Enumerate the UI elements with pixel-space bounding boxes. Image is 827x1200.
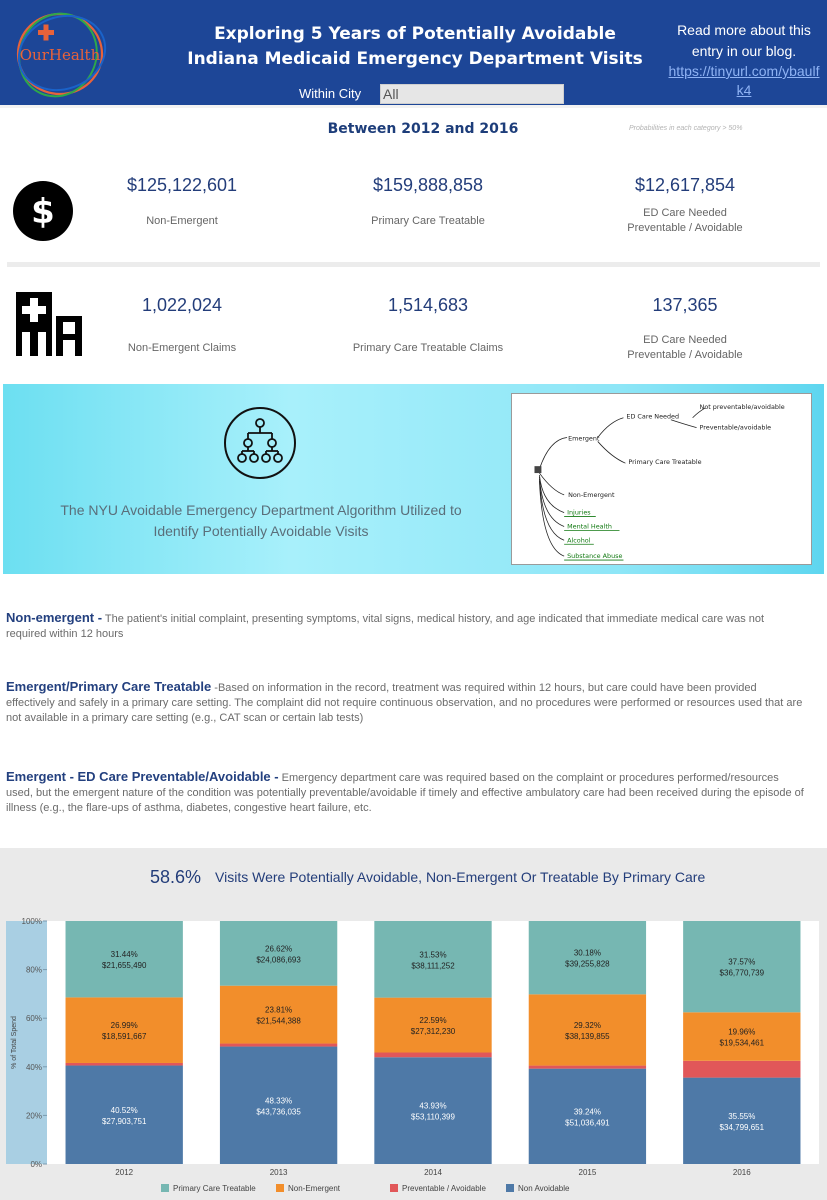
x-tick-label: 2016 xyxy=(732,1168,751,1177)
city-filter-label: Within City xyxy=(299,86,362,101)
y-tick-label: 60% xyxy=(25,1014,42,1024)
tree-injuries: Injuries xyxy=(567,508,591,517)
claims-preventable-value: 137,365 xyxy=(652,295,718,315)
data-label-percent: 29.32% xyxy=(573,1020,601,1030)
spend-preventable-label-line2: Preventable / Avoidable xyxy=(627,222,743,234)
definitions-section xyxy=(0,580,827,844)
spend-stacked-bar-chart xyxy=(0,906,827,1200)
claims-preventable-label xyxy=(575,333,795,363)
data-label-amount: $21,655,490 xyxy=(101,961,147,971)
tree-not-preventable: Not preventable/avoidable xyxy=(699,402,785,411)
data-label-amount: $19,534,461 xyxy=(719,1038,765,1048)
spend-non-emergent-label: Non-Emergent xyxy=(146,215,218,227)
definition-text: The patient's initial complaint, presenting symptoms, vital signs, medical history, and age indicated that immediate medical care was not required within 12 hours xyxy=(6,613,765,640)
data-label-percent: 30.18% xyxy=(573,948,601,958)
data-label-percent: 19.96% xyxy=(728,1027,756,1037)
nyu-algorithm-diagram xyxy=(511,393,812,565)
data-label-percent: 39.24% xyxy=(573,1107,601,1117)
spend-primary-care-value: $159,888,858 xyxy=(372,175,484,195)
y-axis-label: % of Total Spend xyxy=(11,1016,18,1069)
dollar-icon xyxy=(12,180,74,242)
bar-segment xyxy=(374,1053,491,1058)
tree-preventable: Preventable/avoidable xyxy=(699,423,772,432)
data-label-amount: $51,036,491 xyxy=(565,1118,610,1128)
blog-text: Read more about this entry in our blog. xyxy=(677,22,811,59)
summary-metrics xyxy=(3,111,824,377)
claims-non-emergent-label: Non-Emergent Claims xyxy=(127,342,237,354)
data-label-amount: $21,544,388 xyxy=(256,1016,301,1026)
claims-non-emergent-value: 1,022,024 xyxy=(141,295,223,315)
data-label-amount: $53,110,399 xyxy=(411,1112,455,1122)
title-line-2: Indiana Medicaid Emergency Department Visits xyxy=(187,49,643,69)
data-label-amount: $24,086,693 xyxy=(256,955,301,965)
legend-swatch xyxy=(276,1184,284,1192)
data-label-amount: $38,111,252 xyxy=(411,961,455,971)
data-label-amount: $27,312,230 xyxy=(410,1027,456,1037)
svg-text:$: $ xyxy=(31,192,55,232)
y-tick-label: 0% xyxy=(30,1160,42,1169)
x-tick-label: 2013 xyxy=(269,1168,288,1177)
claims-preventable-label-line1: ED Care Needed xyxy=(643,334,727,346)
blog-link[interactable]: https://tinyurl.com/ybaulfk4 xyxy=(668,63,820,98)
tree-alcohol: Alcohol xyxy=(567,536,591,545)
period-subtitle: Between 2012 and 2016 xyxy=(327,121,519,137)
tree-mental-health: Mental Health xyxy=(567,522,612,531)
legend-label: Primary Care Treatable xyxy=(173,1184,256,1193)
tree-substance-abuse: Substance Abuse xyxy=(567,552,623,561)
metrics-divider xyxy=(7,262,820,267)
dashboard-title xyxy=(170,22,660,72)
definition-term: Emergent - ED Care Preventable/Avoidable - xyxy=(6,769,279,784)
data-label-percent: 26.62% xyxy=(265,944,293,954)
y-tick-label: 20% xyxy=(25,1111,42,1121)
spend-preventable-label xyxy=(575,206,795,236)
data-label-amount: $18,591,667 xyxy=(101,1032,147,1042)
data-label-percent: 31.53% xyxy=(419,950,447,960)
definition-preventable xyxy=(6,769,806,816)
definition-term: Non-emergent - xyxy=(6,610,103,625)
y-tick-label: 80% xyxy=(25,965,42,975)
definition-text: Emergency department care was required based on the complaint or procedures performed/resources used, but the emergent nature of the condition was potentially preventable/avoidable if timely and effective ambulatory care had been received during the episode of illness (e.g., the flare-ups of asthma, diabetes, congestive heart failure, etc. xyxy=(6,772,804,814)
decision-tree-icon xyxy=(223,406,297,480)
tree-emergent: Emergent xyxy=(568,434,600,443)
y-tick-label: 100% xyxy=(21,917,42,926)
data-label-percent: 31.44% xyxy=(110,950,138,960)
bar-segment xyxy=(66,1063,183,1066)
data-label-percent: 43.93% xyxy=(419,1101,447,1111)
spend-primary-care-label: Primary Care Treatable xyxy=(371,215,485,227)
headline-percent: 58.6% xyxy=(150,867,202,887)
legend-label: Non-Emergent xyxy=(288,1184,341,1193)
tree-non-emergent: Non-Emergent xyxy=(568,490,615,499)
logo-text: OurHealth xyxy=(19,46,101,64)
bar-segment xyxy=(683,1061,800,1078)
header-bar xyxy=(0,0,827,108)
legend-label: Non Avoidable xyxy=(518,1184,570,1193)
tree-ed-care-needed: ED Care Needed xyxy=(626,412,680,421)
bar-segment xyxy=(529,1066,646,1069)
claims-primary-care-value: 1,514,683 xyxy=(387,295,469,315)
definition-text: -Based on information in the record, treatment was required within 12 hours, but care could have been provided effectively and safely in a primary care setting. The complaint did not require continuous observation, and no procedures were performed or resources used that are not available in a primary care setting (e.g., CAT scan or certain lab tests) xyxy=(6,682,803,724)
data-label-percent: 23.81% xyxy=(265,1005,293,1015)
data-label-amount: $27,903,751 xyxy=(101,1116,147,1126)
city-filter-dropdown[interactable]: All xyxy=(380,84,564,104)
bar-segment xyxy=(220,1044,337,1047)
data-label-percent: 37.57% xyxy=(728,957,756,967)
title-line-1: Exploring 5 Years of Potentially Avoidable xyxy=(214,24,616,44)
data-label-percent: 26.99% xyxy=(110,1021,138,1031)
spend-non-emergent-value: $125,122,601 xyxy=(126,175,238,195)
spend-preventable-value: $12,617,854 xyxy=(634,175,736,195)
data-label-percent: 35.55% xyxy=(728,1111,756,1121)
legend-swatch xyxy=(506,1184,514,1192)
legend-swatch xyxy=(161,1184,169,1192)
x-tick-label: 2014 xyxy=(424,1168,442,1177)
y-tick-label: 40% xyxy=(25,1062,42,1072)
definition-term: Emergent/Primary Care Treatable xyxy=(6,679,212,694)
data-label-amount: $38,139,855 xyxy=(565,1031,610,1041)
definition-primary-care xyxy=(6,679,806,726)
tree-primary-care: Primary Care Treatable xyxy=(628,458,702,467)
data-label-percent: 40.52% xyxy=(110,1105,138,1115)
probability-note: Probabilities in each category > 50% xyxy=(629,125,743,132)
definition-non-emergent xyxy=(6,610,806,642)
data-label-percent: 48.33% xyxy=(265,1096,293,1106)
claims-preventable-label-line2: Preventable / Avoidable xyxy=(627,349,743,361)
legend-label: Preventable / Avoidable xyxy=(402,1184,486,1193)
data-label-amount: $36,770,739 xyxy=(719,968,765,978)
spend-chart-section xyxy=(0,848,827,1200)
data-label-amount: $43,736,035 xyxy=(256,1107,301,1117)
spend-preventable-label-line1: ED Care Needed xyxy=(643,207,727,219)
x-tick-label: 2012 xyxy=(115,1168,134,1177)
data-label-amount: $39,255,828 xyxy=(565,959,610,969)
claims-primary-care-label: Primary Care Treatable Claims xyxy=(352,342,504,354)
blog-callout xyxy=(666,20,822,100)
legend-swatch xyxy=(390,1184,398,1192)
data-label-percent: 22.59% xyxy=(419,1016,447,1026)
algorithm-banner xyxy=(3,384,824,574)
algorithm-caption: The NYU Avoidable Emergency Department Algorithm Utilized to Identify Potentially Avoidable Visits xyxy=(60,502,462,539)
ourhealth-logo xyxy=(12,8,108,100)
avoidable-headline xyxy=(150,867,705,888)
headline-text: Visits Were Potentially Avoidable, Non-Emergent Or Treatable By Primary Care xyxy=(215,869,706,885)
x-tick-label: 2015 xyxy=(578,1168,597,1177)
data-label-amount: $34,799,651 xyxy=(719,1122,765,1132)
